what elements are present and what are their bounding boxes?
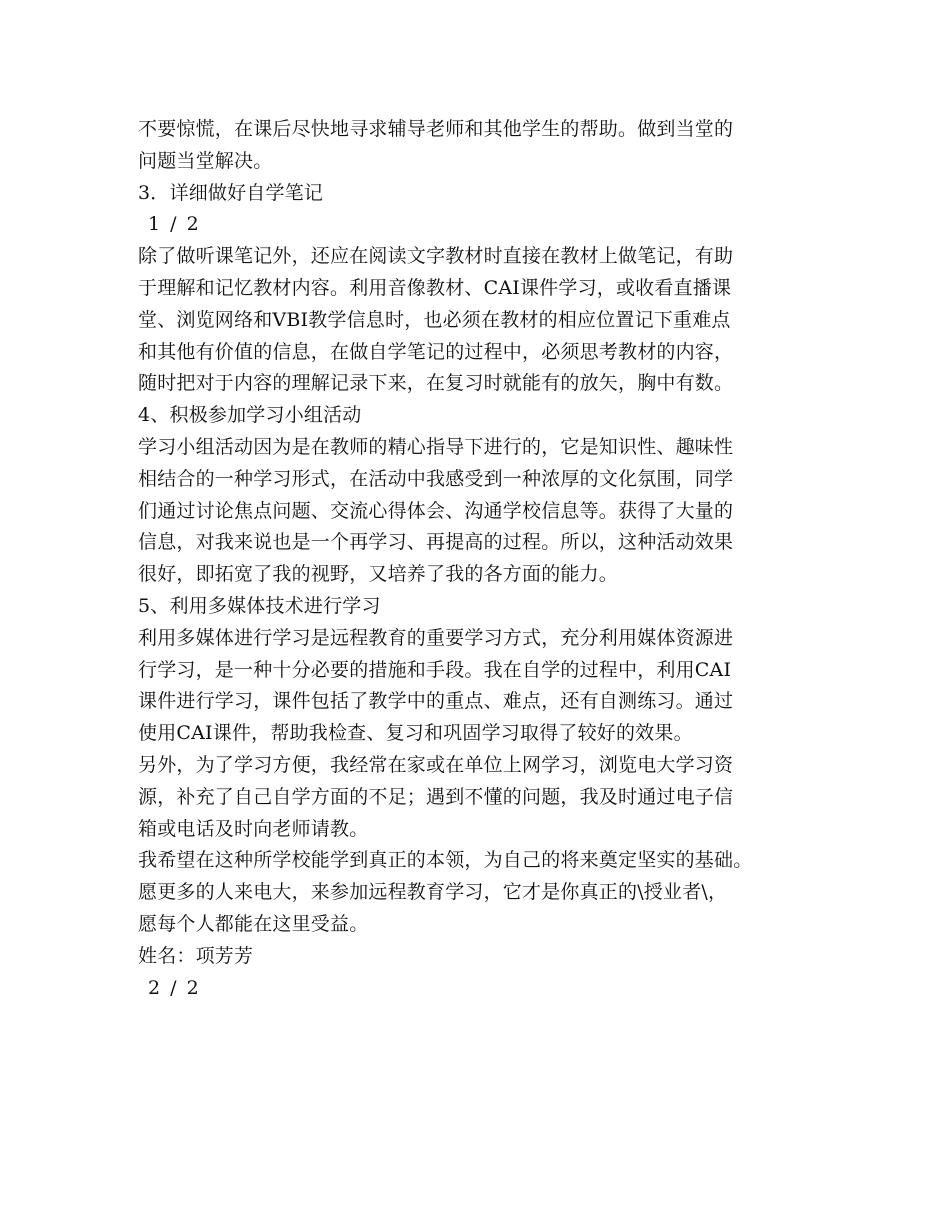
text-line: 箱或电话及时向老师请教。 [138,817,369,840]
section-heading: 5、利用多媒体技术进行学习 [138,594,381,617]
text-line: 很好，即拓宽了我的视野，又培养了我的各方面的能力。 [138,563,619,586]
text-line: 相结合的一种学习形式，在活动中我感受到一种浓厚的文化氛围，同学 [138,467,734,490]
text-line: 利用多媒体进行学习是远程教育的重要学习方式，充分利用媒体资源进 [138,626,734,649]
text-line: 另外，为了学习方便，我经常在家或在单位上网学习，浏览电大学习资 [138,753,734,776]
text-line: 问题当堂解决。 [138,149,273,172]
text-line: 使用CAI课件，帮助我检查、复习和巩固学习取得了较好的效果。 [138,722,693,745]
text-line: 和其他有价值的信息，在做自学笔记的过程中，必须思考教材的内容， [138,340,734,363]
text-line: 愿每个人都能在这里受益。 [138,912,369,935]
author-name: 姓名：项芳芳 [138,944,254,967]
text-line: 信息，对我来说也是一个再学习、再提高的过程。所以，这种活动效果 [138,531,734,554]
document-page [138,114,818,1004]
text-line: 们通过讨论焦点问题、交流心得体会、沟通学校信息等。获得了大量的 [138,499,734,522]
page-number: 1 / 2 [148,213,201,236]
text-line: 我希望在这种所学校能学到真正的本领，为自己的将来奠定坚实的基础。 [138,849,753,872]
section-heading: 4、积极参加学习小组活动 [138,404,362,427]
text-line: 除了做听课笔记外，还应在阅读文字教材时直接在教材上做笔记，有助 [138,245,734,268]
text-line: 于理解和记忆教材内容。利用音像教材、CAI课件学习，或收看直播课 [138,276,732,299]
text-line: 源，补充了自己自学方面的不足；遇到不懂的问题，我及时通过电子信 [138,785,734,808]
text-line: 课件进行学习，课件包括了教学中的重点、难点，还有自测练习。通过 [138,690,734,713]
text-line: 随时把对于内容的理解记录下来，在复习时就能有的放矢，胸中有数。 [138,372,734,395]
page-number: 2 / 2 [148,976,201,999]
text-line: 行学习，是一种十分必要的措施和手段。我在自学的过程中，利用CAI [138,658,732,681]
text-line: 愿更多的人来电大，来参加远程教育学习，它才是你真正的\授业者\， [138,881,728,904]
text-line: 堂、浏览网络和VBI教学信息时，也必须在教材的相应位置记下重难点 [138,308,731,331]
text-line: 不要惊慌，在课后尽快地寻求辅导老师和其他学生的帮助。做到当堂的 [138,118,734,140]
section-heading: 3．详细做好自学笔记 [138,181,324,204]
text-line: 学习小组活动因为是在教师的精心指导下进行的，它是知识性、趣味性 [138,435,734,458]
